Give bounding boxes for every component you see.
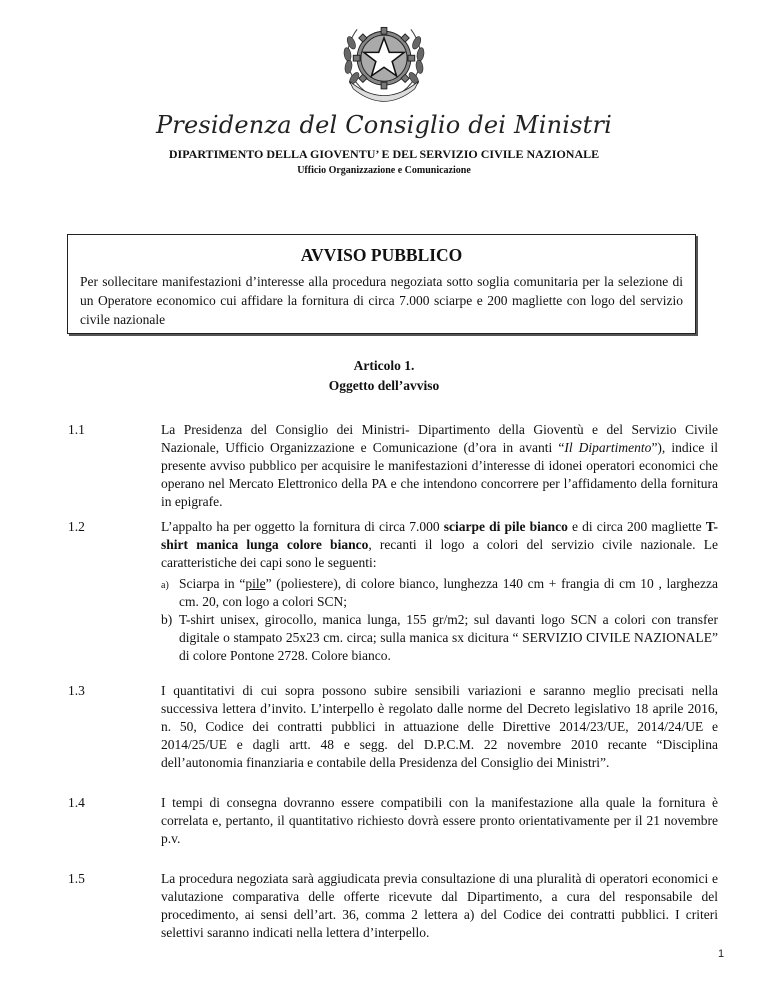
italian-republic-emblem-icon xyxy=(336,14,432,110)
article-number: Articolo 1. xyxy=(353,358,415,373)
text-part: ” (poliestere), di colore bianco, lunghezza 140 cm + frangia di cm 10 , larghezza cm. 20, con logo a colori SCN; xyxy=(179,576,718,609)
text-part: , recanti il logo a colori del servizio civile nazionale. Le caratteristiche dei capi sono le seguenti: xyxy=(161,537,718,570)
paragraph-number: 1.5 xyxy=(68,871,85,886)
text-part: La Presidenza del Consiglio dei Ministri- Dipartimento della Gioventù e del Servizio Civile Nazionale, Ufficio Organizzazione e Comunicazione (d’ora in avanti “ xyxy=(161,422,718,455)
list-item xyxy=(161,575,718,611)
paragraph-text: I tempi di consegna dovranno essere compatibili con la manifestazione alla quale la fornitura è correlata e, pertanto, il quantitativo richiesto dovrà essere pronto orientativamente per il 21 novembre p.v. xyxy=(161,795,718,846)
paragraph-text: I quantitativi di cui sopra possono subire sensibili variazioni e saranno meglio precisati nella successiva lettera d’invito. L’interpello è regolato dalle norme del Decreto legislativo 18 aprile 2016, n. 50, Codice dei contratti pubblici in attuazione delle Direttive 2014/23/UE, 2014/24/UE e 2014/25/UE e dagli artt. 48 e segg. del D.P.C.M. 22 novembre 2010 recante “Disciplina dell’autonomia finanziaria e contabile della Presidenza del Consiglio dei Ministri”. xyxy=(161,683,718,770)
notice-text: Per sollecitare manifestazioni d’interesse alla procedura negoziata sotto soglia comunitaria per la selezione di un Operatore economico cui affidare la fornitura di circa 7.000 sciarpe e 200 magliette con logo del servizio civile nazionale xyxy=(80,274,683,327)
text-part: L’appalto ha per oggetto la fornitura di circa 7.000 xyxy=(161,519,444,534)
list-marker: a) xyxy=(161,580,169,591)
text-part: T-shirt unisex, girocollo, manica lunga, 155 gr/m2; sul davanti logo SCN a colori con transfer digitale o stampato 25x23 cm. circa; sulla manica sx dicitura “ SERVIZIO CIVILE NAZIONALE” di colore Pontone 2728. Colore bianco. xyxy=(179,612,718,663)
page-number: 1 xyxy=(718,948,725,960)
bold-text: sciarpe di pile bianco xyxy=(443,519,568,534)
underlined-text: pile xyxy=(245,576,266,591)
italic-text: Il Dipartimento xyxy=(564,440,652,455)
list-item xyxy=(161,611,718,665)
article-heading xyxy=(0,356,768,396)
text-part: ”), indice il presente avviso pubblico per acquisire le manifestazioni d’interesse di idonei operatori economici che operano nel Mercato Elettronico della PA e che intendono concorrere per l’affidamento della fornitura in epigrafe. xyxy=(161,440,719,509)
office-name: Ufficio Organizzazione e Comunicazione xyxy=(297,165,471,176)
paragraph-number: 1.4 xyxy=(68,795,85,810)
paragraph-number: 1.1 xyxy=(68,422,85,437)
text-part: e di circa 200 magliette xyxy=(567,519,706,534)
paragraph-text xyxy=(161,421,718,511)
paragraph-number: 1.3 xyxy=(68,683,85,698)
article-title: Oggetto dell’avviso xyxy=(328,378,440,393)
list-marker: b) xyxy=(161,612,173,627)
department-name: DIPARTIMENTO DELLA GIOVENTU’ E DEL SERVIZIO CIVILE NAZIONALE xyxy=(168,147,600,161)
paragraph-text: La procedura negoziata sarà aggiudicata previa consultazione di una pluralità di operatori economici e valutazione comparativa delle offerte ricevute dal Dipartimento, a cura del responsabile del procedimento, ai sensi dell’art. 36, comma 2 lettera a) del Codice dei contratti pubblici. I criteri selettivi saranno indicati nella lettera d’interpello. xyxy=(161,871,718,940)
paragraph-number: 1.2 xyxy=(68,519,85,534)
institution-title: Presidenza del Consiglio dei Ministri xyxy=(155,111,613,139)
characteristics-list xyxy=(161,575,718,665)
bold-text: T-shirt manica lunga colore bianco xyxy=(161,519,718,552)
notice-box xyxy=(67,234,696,334)
notice-title: AVVISO PUBBLICO xyxy=(300,245,463,265)
paragraph-text xyxy=(161,518,718,572)
text-part: Sciarpa in “ xyxy=(179,576,246,591)
